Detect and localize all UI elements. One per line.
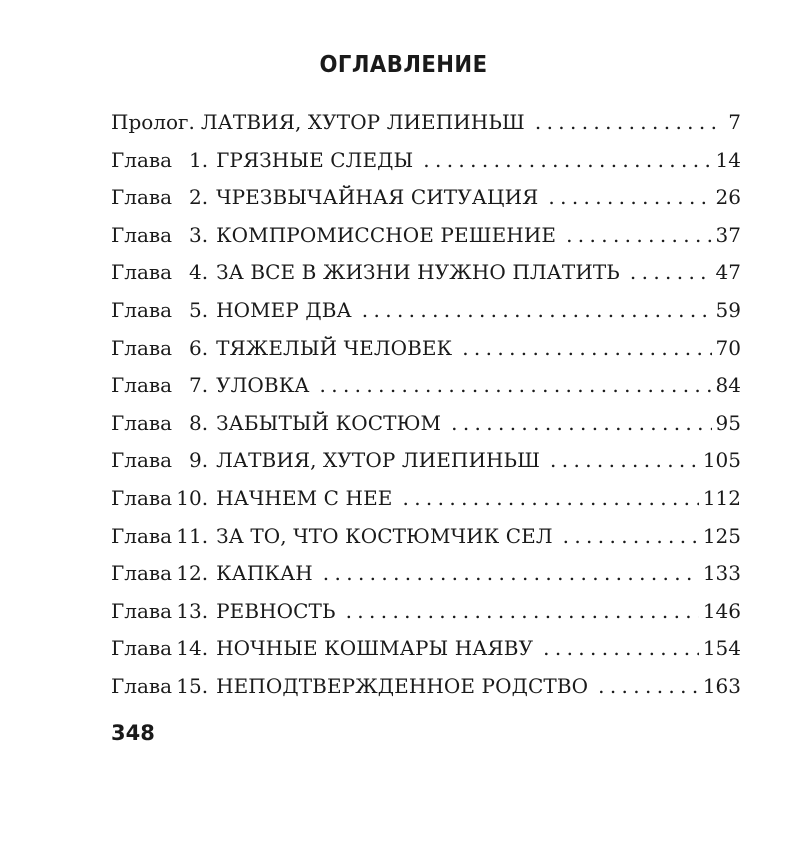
entry-label: Глава (111, 523, 173, 548)
entry-label: Глава (111, 410, 173, 435)
entry-number: 5. (188, 297, 209, 322)
toc-entry (111, 561, 741, 599)
entry-title: ГРЯЗНЫЕ СЛЕДЫ (216, 147, 414, 172)
entry-page: 95 (715, 410, 741, 435)
toc-entry (111, 636, 741, 674)
dot-leader (403, 486, 699, 510)
entry-page: 70 (715, 335, 741, 360)
toc-entry (111, 486, 741, 524)
entry-title: ЛАТВИЯ, ХУТОР ЛИЕПИНЬШ (200, 110, 525, 134)
entry-page: 26 (715, 185, 741, 210)
entry-number: 2. (188, 185, 209, 210)
dot-leader (451, 411, 711, 435)
entry-label: Глава (111, 448, 173, 473)
entry-title: НАЧНЕМ С НЕЕ (216, 485, 393, 510)
dot-leader (563, 524, 699, 548)
entry-page: 59 (715, 297, 741, 322)
entry-page: 37 (715, 222, 741, 247)
dot-leader (566, 223, 711, 247)
entry-number: 1. (188, 147, 209, 172)
toc-entry (111, 110, 741, 148)
dot-leader (535, 110, 724, 134)
entry-label: Глава (111, 260, 173, 285)
entry-title: ЗАБЫТЫЙ КОСТЮМ (216, 410, 442, 435)
entry-number: 6. (188, 335, 209, 360)
toc-entry (111, 524, 741, 562)
dot-leader (423, 148, 711, 172)
entry-number: 10. (176, 485, 209, 510)
entry-label: Глава (111, 373, 173, 398)
entry-page: 163 (702, 673, 741, 698)
toc-entry (111, 674, 741, 712)
entry-page: 112 (702, 485, 741, 510)
dot-leader (320, 373, 712, 397)
page-title: ОГЛАВЛЕНИЕ (319, 52, 488, 78)
entry-title: НОЧНЫЕ КОШМАРЫ НАЯВУ (216, 636, 534, 661)
dot-leader (630, 260, 712, 284)
toc-entry (111, 599, 741, 637)
entry-label: Глава (111, 297, 173, 322)
toc-entry (111, 185, 741, 223)
entry-page: 47 (715, 260, 741, 285)
entry-label: Глава (111, 598, 173, 623)
toc-entry (111, 223, 741, 261)
entry-title: ТЯЖЕЛЫЙ ЧЕЛОВЕК (216, 335, 453, 360)
table-of-contents (111, 110, 741, 712)
entry-page: 146 (702, 598, 741, 623)
entry-number: 15. (176, 673, 209, 698)
entry-label: Глава (111, 335, 173, 360)
entry-label: Глава (111, 222, 173, 247)
toc-entry (111, 448, 741, 486)
entry-label: Глава (111, 147, 173, 172)
toc-entry (111, 336, 741, 374)
entry-page: 105 (702, 448, 741, 473)
entry-title: КОМПРОМИССНОЕ РЕШЕНИЕ (216, 222, 557, 247)
entry-label: Глава (111, 673, 173, 698)
entry-title: ЧРЕЗВЫЧАЙНАЯ СИТУАЦИЯ (216, 185, 539, 210)
dot-leader (598, 674, 699, 698)
dot-leader (548, 185, 711, 209)
entry-page: 84 (715, 373, 741, 398)
dot-leader (362, 298, 712, 322)
dot-leader (462, 336, 711, 360)
entry-page: 7 (728, 110, 741, 134)
toc-entry (111, 373, 741, 411)
toc-entry (111, 148, 741, 186)
entry-page: 14 (715, 147, 741, 172)
entry-label: Глава (111, 185, 173, 210)
entry-number: 12. (176, 561, 209, 586)
entry-number: 3. (188, 222, 209, 247)
entry-number: 11. (176, 523, 209, 548)
dot-leader (323, 561, 699, 585)
entry-title: УЛОВКА (216, 373, 310, 398)
entry-label: Глава (111, 485, 173, 510)
entry-title: ЗА ТО, ЧТО КОСТЮМЧИК СЕЛ (216, 523, 553, 548)
entry-number: 13. (176, 598, 209, 623)
entry-number: 8. (188, 410, 209, 435)
entry-number: 9. (188, 448, 209, 473)
page-number: 348 (111, 721, 155, 745)
entry-title: РЕВНОСТЬ (216, 598, 336, 623)
entry-title: КАПКАН (216, 561, 313, 586)
entry-page: 154 (702, 636, 741, 661)
dot-leader (543, 636, 699, 660)
entry-number: 4. (188, 260, 209, 285)
entry-number: 14. (176, 636, 209, 661)
entry-page: 125 (702, 523, 741, 548)
dot-leader (550, 448, 699, 472)
entry-label: Глава (111, 636, 173, 661)
entry-number: 7. (188, 373, 209, 398)
entry-title: ЗА ВСЕ В ЖИЗНИ НУЖНО ПЛАТИТЬ (216, 260, 620, 285)
entry-title: ЛАТВИЯ, ХУТОР ЛИЕПИНЬШ (216, 448, 541, 473)
toc-entry (111, 298, 741, 336)
entry-label: Пролог. (111, 110, 195, 134)
dot-leader (346, 599, 699, 623)
toc-entry (111, 411, 741, 449)
entry-title: НОМЕР ДВА (216, 297, 352, 322)
entry-page: 133 (702, 561, 741, 586)
entry-title: НЕПОДТВЕРЖДЕННОЕ РОДСТВО (216, 673, 589, 698)
toc-entry (111, 260, 741, 298)
entry-label: Глава (111, 561, 173, 586)
